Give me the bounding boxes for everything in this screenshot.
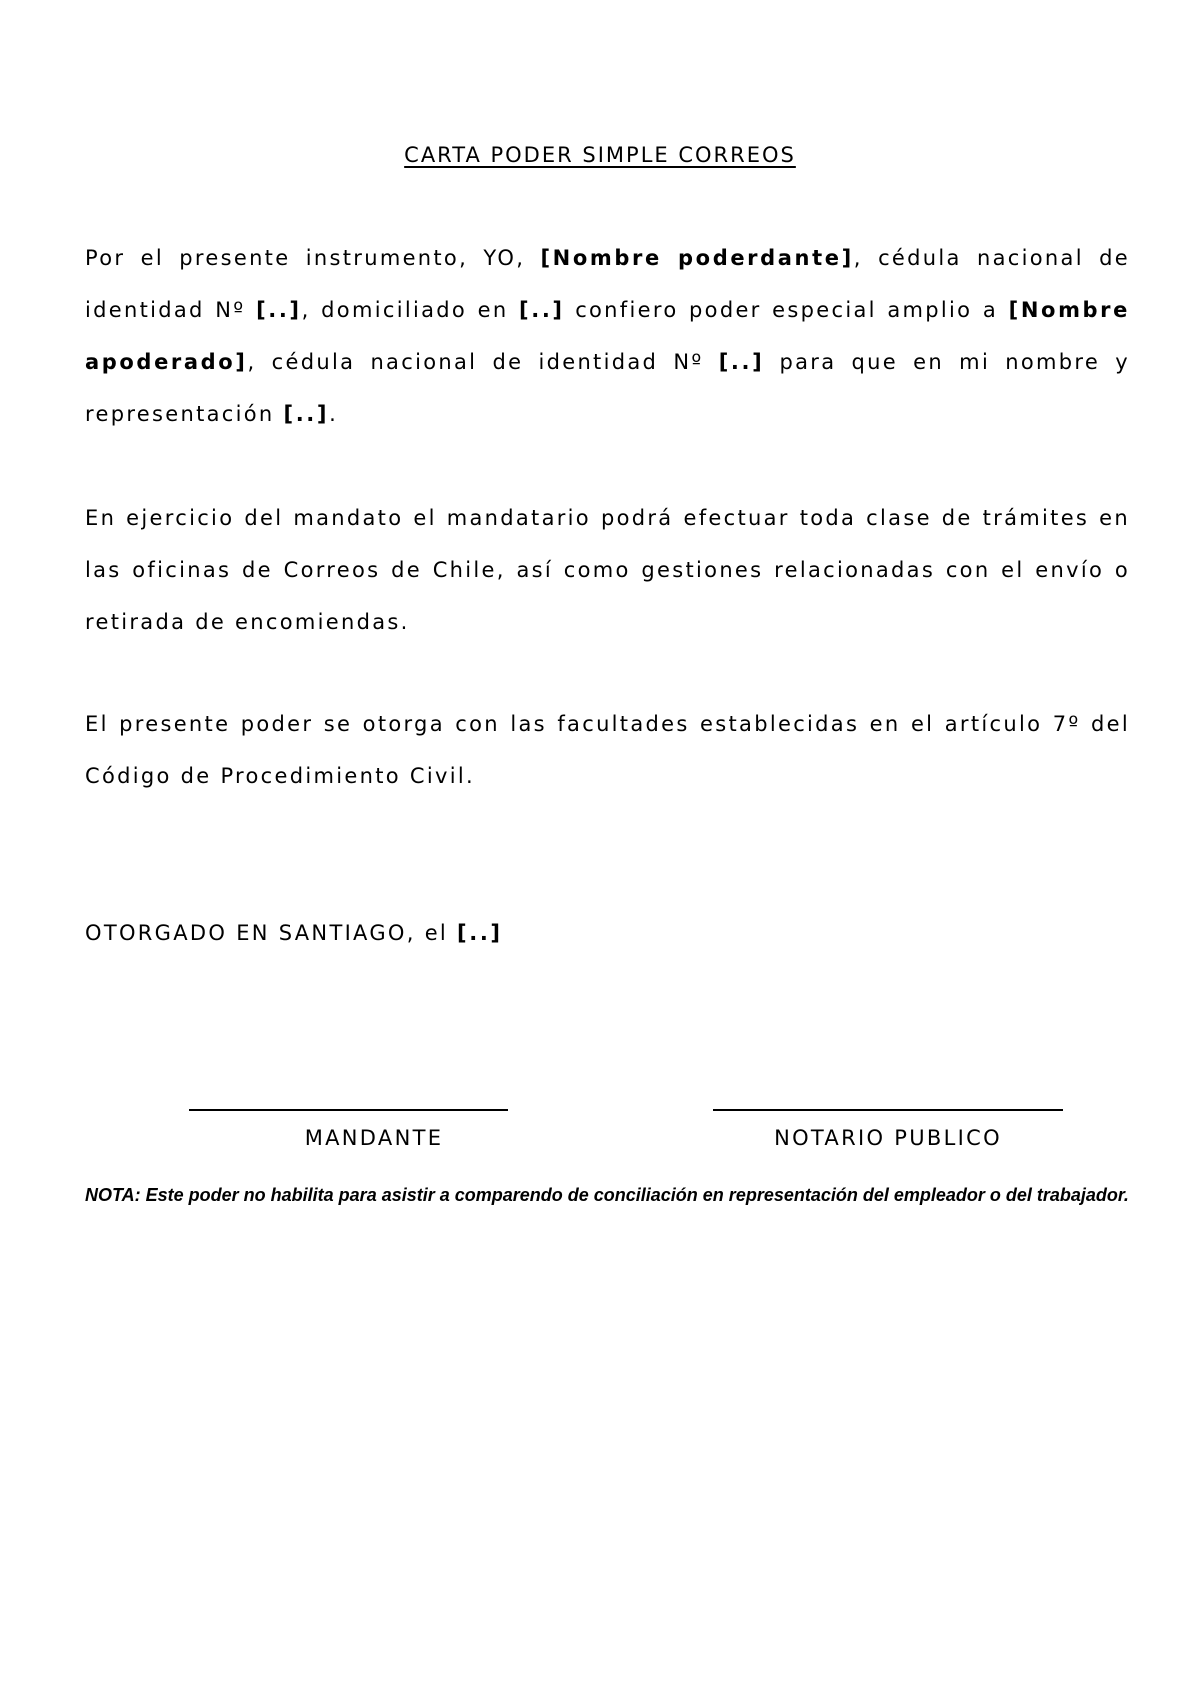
placeholder-attorney-id: [..] <box>718 350 765 374</box>
paragraph-text: confiero poder especial amplio a <box>564 298 1009 322</box>
paragraph-legal: El presente poder se otorga con las facultades establecidas en el artículo 7º del Código de Procedimiento Civil. <box>85 712 1130 788</box>
placeholder-address: [..] <box>519 298 565 322</box>
paragraph-text: , cédula nacional de identidad Nº <box>85 246 1130 322</box>
document-title: CARTA PODER SIMPLE CORREOS <box>404 143 796 167</box>
placeholder-attorney-name: [Nombre apoderado] <box>85 298 1130 374</box>
paragraph-grant <box>85 232 1130 440</box>
placeholder-date: [..] <box>457 921 503 945</box>
paragraph-text: Por el presente instrumento, YO, <box>85 246 541 270</box>
placeholder-grantor-id: [..] <box>256 298 302 322</box>
placeholder-grantor-name: [Nombre poderdante] <box>540 246 854 270</box>
signature-line-notario <box>713 1109 1063 1111</box>
place-date-text: OTORGADO EN SANTIAGO, el <box>85 921 458 945</box>
paragraph-text: , domiciliado en <box>301 298 520 322</box>
place-date-line <box>85 907 1130 959</box>
signature-line-mandante <box>189 1109 508 1111</box>
paragraph-text: para que en mi nombre y representación <box>85 350 1130 426</box>
footnote-note: NOTA: Este poder no habilita para asistir a comparendo de conciliación en representación del empleador o del trabajador. <box>85 1185 1129 1205</box>
paragraph-text: . <box>329 402 339 426</box>
signature-label-notario: NOTARIO PUBLICO <box>774 1126 1002 1150</box>
placeholder-purpose: [..] <box>283 402 330 426</box>
paragraph-mandate: En ejercicio del mandato el mandatario podrá efectuar toda clase de trámites en las oficinas de Correos de Chile, así como gestiones relacionadas con el envío o retirada de encomiendas. <box>85 506 1130 634</box>
signature-label-mandante: MANDANTE <box>304 1126 444 1150</box>
paragraph-text: , cédula nacional de identidad Nº <box>247 350 719 374</box>
